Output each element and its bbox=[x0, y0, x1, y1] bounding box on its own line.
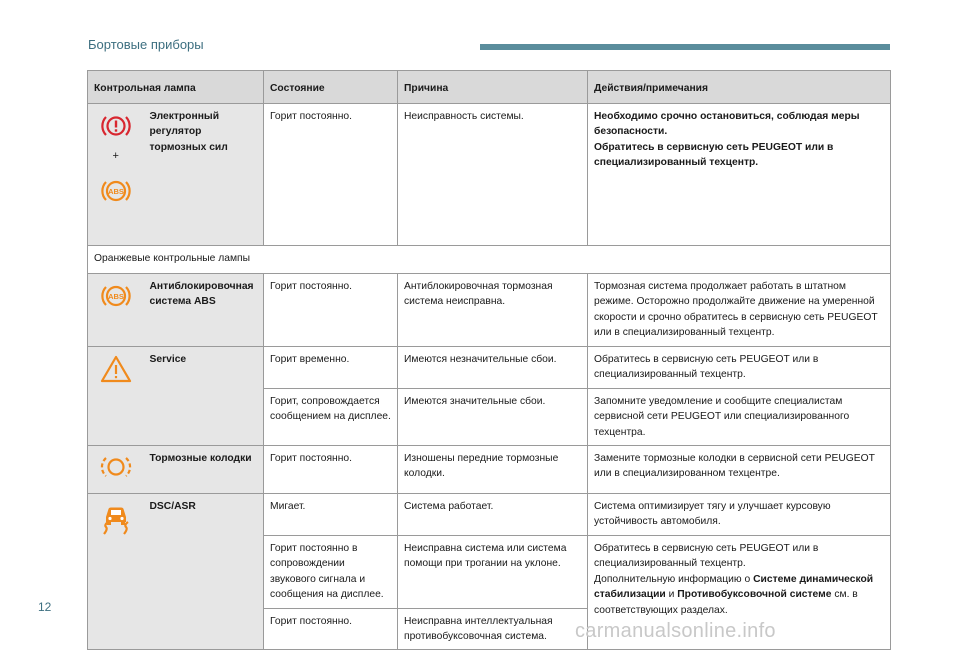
section-orange-lamps: Оранжевые контрольные лампы bbox=[88, 246, 891, 274]
header-cause: Причина bbox=[398, 71, 588, 104]
ebd-cause: Неисправность системы. bbox=[398, 104, 588, 246]
ebd-icons bbox=[88, 104, 144, 246]
ebd-state: Горит постоянно. bbox=[264, 104, 398, 246]
service-icon-cell bbox=[88, 346, 144, 445]
ebd-action bbox=[588, 104, 891, 246]
table-row bbox=[88, 493, 891, 535]
dsc-action-2a: Обратитесь в сервисную сеть PEUGEOT или в специализированный техцентр. bbox=[594, 542, 819, 570]
service-state-2: Горит, сопровождается сообщением на дисплее. bbox=[264, 388, 398, 445]
table-row bbox=[88, 274, 891, 347]
abs-icon-cell bbox=[88, 274, 144, 347]
dsc-name: DSC/ASR bbox=[144, 493, 264, 650]
service-cause-1: Имеются незначительные сбои. bbox=[398, 346, 588, 388]
ebd-action-p2: Обратитесь в сервисную сеть PEUGEOT или в специализированный техцентр. bbox=[594, 141, 834, 169]
dsc-action-2b: Дополнительную информацию о bbox=[594, 573, 754, 585]
dsc-cause-1: Система работает. bbox=[398, 493, 588, 535]
abs-cause: Антиблокировочная тормозная система неисправна. bbox=[398, 274, 588, 347]
service-cause-2: Имеются значительные сбои. bbox=[398, 388, 588, 445]
ebd-name: Электронный регулятор тормозных сил bbox=[144, 104, 264, 246]
watermark: carmanualsonline.info bbox=[575, 620, 776, 642]
dsc-icon-cell bbox=[88, 493, 144, 650]
dsc-action-2f: см. в соответствующих разделах. bbox=[594, 589, 858, 616]
skidding-car-icon bbox=[99, 500, 133, 536]
dsc-action-1: Система оптимизирует тягу и улучшает курсовую устойчивость автомобиля. bbox=[588, 493, 891, 535]
table-row bbox=[88, 445, 891, 493]
svg-text:ABS: ABS bbox=[107, 186, 124, 196]
abs-state: Горит постоянно. bbox=[264, 274, 398, 347]
pads-state: Горит постоянно. bbox=[264, 445, 398, 493]
dsc-state-3: Горит постоянно. bbox=[264, 608, 398, 650]
warning-lamps-table bbox=[87, 70, 891, 650]
dsc-state-2: Горит постоянно в сопровождении звукового сигнала и сообщения на дисплее. bbox=[264, 535, 398, 608]
brake-pads-icon bbox=[100, 452, 132, 482]
abs-icon bbox=[100, 280, 132, 312]
table-header-row bbox=[88, 71, 891, 104]
header-action: Действия/примечания bbox=[588, 71, 891, 104]
dsc-link-stability: Системе динамической стабилизации bbox=[594, 573, 874, 601]
plus-sign: + bbox=[112, 150, 119, 162]
table-row bbox=[88, 246, 891, 274]
header-lamp: Контрольная лампа bbox=[88, 71, 264, 104]
warning-triangle-icon bbox=[99, 353, 133, 385]
abs-warning-orange-icon bbox=[100, 175, 132, 207]
abs-action: Тормозная система продолжает работать в штатном режиме. Осторожно продолжайте движение на умеренной скорости и срочно обратитесь в сервисную сеть PEUGEOT или в специализированный техцентр. bbox=[588, 274, 891, 347]
table-row bbox=[88, 104, 891, 246]
section-title: Бортовые приборы bbox=[88, 37, 204, 52]
service-action-2: Запомните уведомление и сообщите специалистам сервисной сети PEUGEOT или специализированного техцентра. bbox=[588, 388, 891, 445]
abs-name: Антиблокировочная система ABS bbox=[144, 274, 264, 347]
dsc-cause-2: Неисправна система или система помощи при трогании на уклоне. bbox=[398, 535, 588, 608]
pads-icon-cell bbox=[88, 445, 144, 493]
brake-warning-red-icon bbox=[100, 110, 132, 142]
svg-text:ABS: ABS bbox=[107, 292, 124, 301]
header-state: Состояние bbox=[264, 71, 398, 104]
table-row bbox=[88, 346, 891, 388]
page-number: 12 bbox=[38, 600, 52, 614]
service-name: Service bbox=[144, 346, 264, 445]
dsc-action-2d: и bbox=[665, 589, 678, 601]
pads-action: Замените тормозные колодки в сервисной сети PEUGEOT или в специализированном техцентре. bbox=[588, 445, 891, 493]
ebd-action-p1: Необходимо срочно остановиться, соблюдая меры безопасности. bbox=[594, 111, 860, 138]
dsc-link-traction: Противобуксовочной системе bbox=[677, 589, 832, 601]
service-action-1: Обратитесь в сервисную сеть PEUGEOT или в специализированный техцентр. bbox=[588, 346, 891, 388]
pads-name: Тормозные колодки bbox=[144, 445, 264, 493]
service-state-1: Горит временно. bbox=[264, 346, 398, 388]
dsc-cause-3: Неисправна интеллектуальная противобуксовочная система. bbox=[398, 608, 588, 650]
pads-cause: Изношены передние тормозные колодки. bbox=[398, 445, 588, 493]
header-bar bbox=[480, 44, 890, 50]
dsc-state-1: Мигает. bbox=[264, 493, 398, 535]
